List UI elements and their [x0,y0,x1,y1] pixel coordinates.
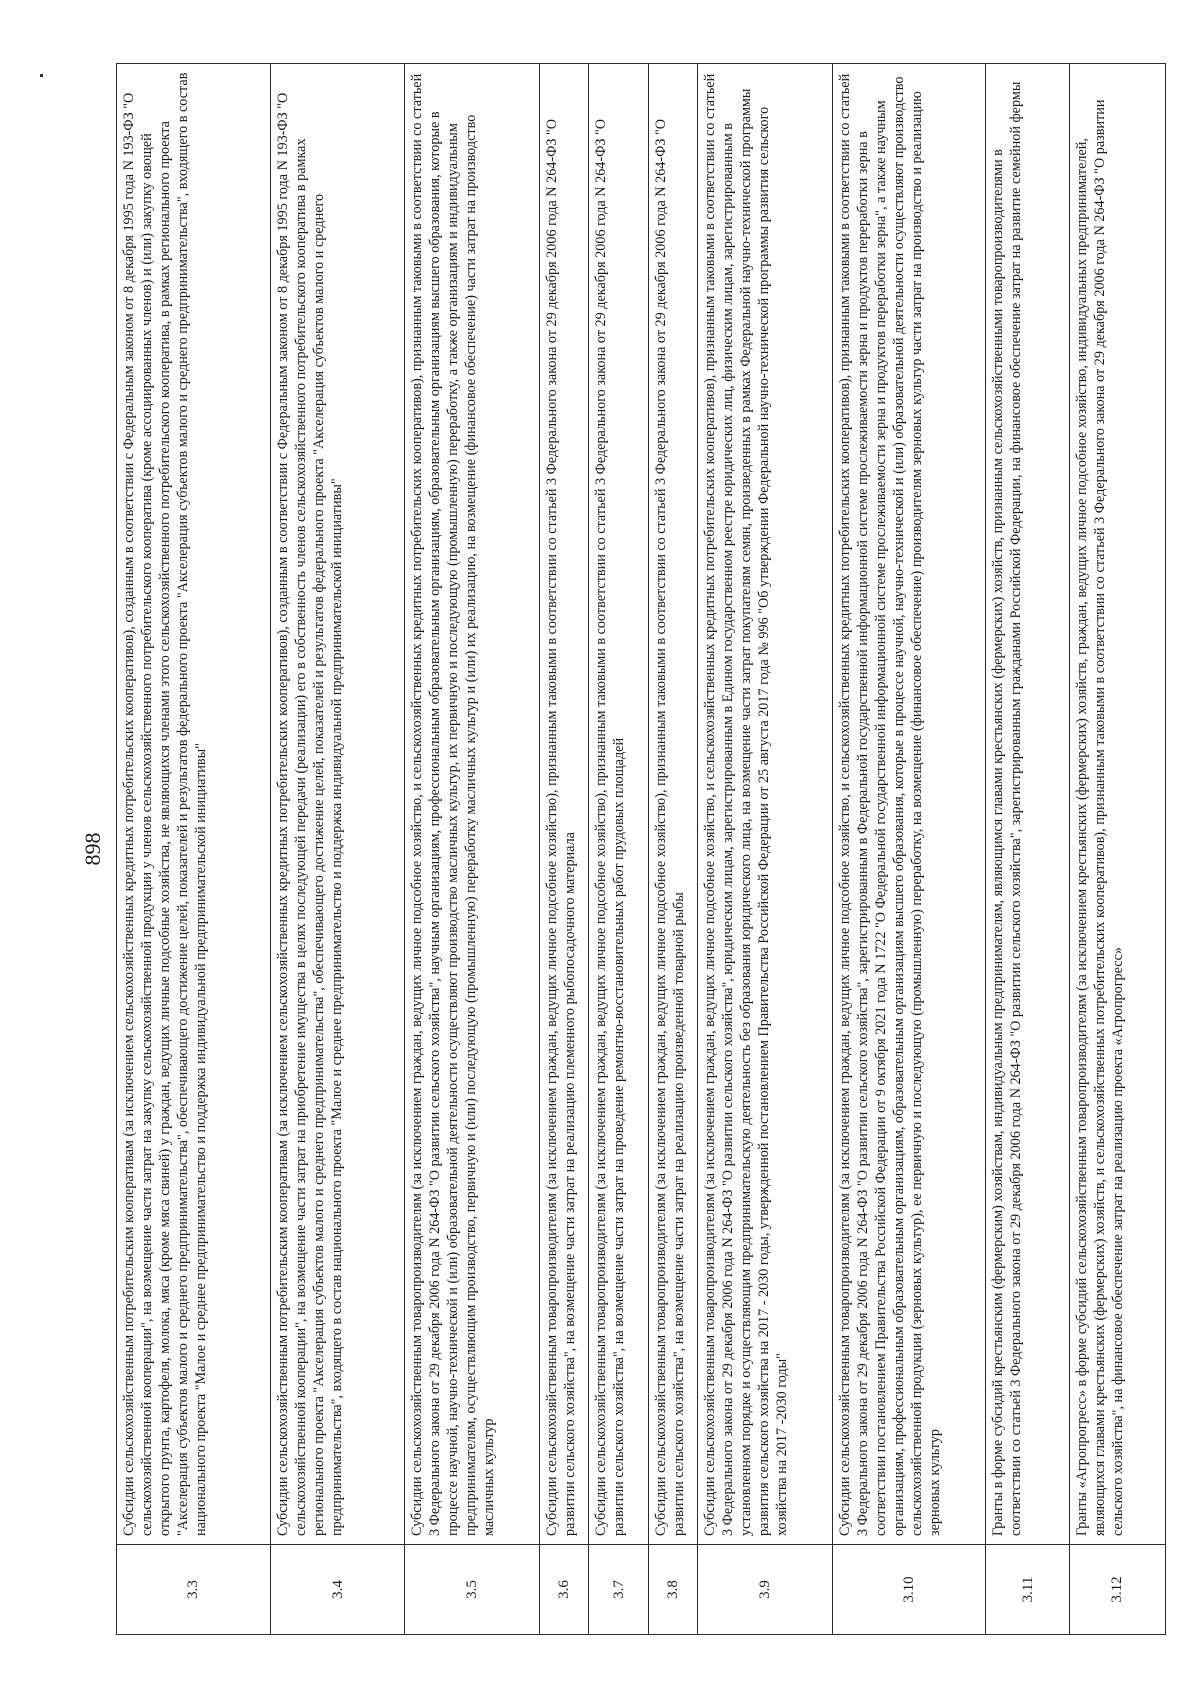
table-row [589,64,649,1635]
row-number: 3.9 [698,1545,833,1635]
row-number: 3.4 [270,1545,405,1635]
row-number: 3.12 [1069,1545,1165,1635]
row-description: Субсидии сельскохозяйственным товаропроизводителям (за исключением граждан, ведущих личное подсобное хозяйство, и сельскохозяйственных кредитных потребительских кооперативов), признанным таковыми в соответствии со статьей 3 Федерального закона от 29 декабря 2006 года N 264-ФЗ "О развитии сельского хозяйства", научным организациям, профессиональным образовательным организациям, образовательным организациям высшего образования, которые в процессе научной, научно-технической и (или) образовательной деятельности осуществляют производство масличных культур, их первичную и последующую (промышленную) переработку, а также организациям и индивидуальным предпринимателям, осуществляющим производство, первичную и (или) последующую (промышленную) переработку масличных культур и (или) их реализацию, на возмещение (финансовое обеспечение) части затрат на производство масличных культур [405,64,540,1545]
table-row [832,64,986,1635]
row-number: 3.5 [405,1545,540,1635]
row-number: 3.3 [117,1545,271,1635]
row-number: 3.7 [589,1545,649,1635]
table-row [1069,64,1165,1635]
row-number: 3.6 [540,1545,589,1635]
row-description: Гранты в форме субсидий крестьянским (фермерским) хозяйствам, индивидуальным предпринимателям, являющимся главами крестьянских (фермерских) хозяйств, признанным сельскохозяйственными товаропроизводителями в соответствии со статьей 3 Федерального закона от 29 декабря 2006 года N 264-ФЗ "О развитии сельского хозяйства", зарегистрированным гражданами Российской Федерации, на финансовое обеспечение затрат на развитие семейной фермы [986,64,1069,1545]
table-row [405,64,540,1635]
row-number: 3.11 [986,1545,1069,1635]
table-row [117,64,271,1635]
row-number: 3.8 [648,1545,697,1635]
row-description: Субсидии сельскохозяйственным товаропроизводителям (за исключением граждан, ведущих личное подсобное хозяйство), признанным таковыми в соответствии со статьей 3 Федерального закона от 29 декабря 2006 года N 264-ФЗ "О развитии сельского хозяйства", на возмещение части затрат на реализацию племенного рыбопосадочного материала [540,64,589,1545]
row-description: Субсидии сельскохозяйственным товаропроизводителям (за исключением граждан, ведущих личное подсобное хозяйство), признанным таковыми в соответствии со статьей 3 Федерального закона от 29 декабря 2006 года N 264-ФЗ "О развитии сельского хозяйства", на возмещение части затрат на реализацию произведенной товарной рыбы [648,64,697,1545]
row-description: Субсидии сельскохозяйственным потребительским кооперативам (за исключением сельскохозяйственных кредитных потребительских кооперативов), созданным в соответствии с Федеральным законом от 8 декабря 1995 года N 193-ФЗ "О сельскохозяйственной кооперации", на возмещение части затрат на приобретение имущества в целях последующей передачи (реализации) его в собственность членов сельскохозяйственного потребительского кооператива в рамках регионального проекта "Акселерация субъектов малого и среднего предпринимательства", обеспечивающего достижение целей, показателей и результатов федерального проекта "Акселерация субъектов малого и среднего предпринимательства", входящего в состав национального проекта "Малое и среднее предпринимательство и поддержка индивидуальной предпринимательской инициативы" [270,64,405,1545]
subsidy-table [116,63,1166,1635]
row-number: 3.10 [832,1545,986,1635]
table-row [648,64,697,1635]
scan-speck [40,74,43,77]
row-description: Гранты «Агропрогресс» в форме субсидий сельскохозяйственным товаропроизводителям (за исключением крестьянских (фермерских) хозяйств, граждан, ведущих личное подсобное хозяйство, индивидуальных предпринимателей, являющихся главами крестьянских (фермерских) хозяйств, и сельскохозяйственных потребительских кооперативов), признанным таковыми в соответствии со статьей 3 Федерального закона от 29 декабря 2006 года N 264-ФЗ "О развитии сельского хозяйства", на финансовое обеспечение затрат на реализацию проекта «Агропрогресс» [1069,64,1165,1545]
table-row [540,64,589,1635]
table-row [698,64,833,1635]
table-row [270,64,405,1635]
row-description: Субсидии сельскохозяйственным товаропроизводителям (за исключением граждан, ведущих личное подсобное хозяйство, и сельскохозяйственных кредитных потребительских кооперативов), признанным таковыми в соответствии со статьей 3 Федерального закона от 29 декабря 2006 года N 264-ФЗ "О развитии сельского хозяйства", юридическим лицам, зарегистрированным в Едином государственном реестре юридических лиц, физическим лицам, зарегистрированным в установленном порядке и осуществляющим предпринимательскую деятельность без образования юридического лица, на возмещение части затрат покупателям семян, произведенных в рамках Федеральной научно-технической программы развития сельского хозяйства на 2017 - 2030 годы, утвержденной постановлением Правительства Российской Федерации от 25 августа 2017 года № 996 "Об утверждении Федеральной научно-технической программы развития сельского хозяйства на 2017 -2030 годы" [698,64,833,1545]
row-description: Субсидии сельскохозяйственным товаропроизводителям (за исключением граждан, ведущих личное подсобное хозяйство, и сельскохозяйственных кредитных потребительских кооперативов), признанным таковыми в соответствии со статьей 3 Федерального закона от 29 декабря 2006 года N 264-ФЗ "О развитии сельского хозяйства", зарегистрированным в Федеральной государственной информационной системе прослеживаемости зерна и продуктов переработки зерна в соответствии постановлением Правительства Российской Федерации от 9 октября 2021 года N 1722 "О Федеральной государственной информационной системе прослеживаемости зерна и продуктов переработки зерна", а также научным организациям, профессиональным образовательным организациям, образовательным организациям высшего образования, которые в процессе научной, научно-технической и (или) образовательной деятельности осуществляют производство сельскохозяйственной продукции (зерновых культур), ее первичную и последующую (промышленную) переработку, на возмещение (финансовое обеспечение) производителям зерновых культур части затрат на производство и реализацию зерновых культур [832,64,986,1545]
table-row [986,64,1069,1635]
row-description: Субсидии сельскохозяйственным товаропроизводителям (за исключением граждан, ведущих личное подсобное хозяйство), признанным таковыми в соответствии со статьей 3 Федерального закона от 29 декабря 2006 года N 264-ФЗ "О развитии сельского хозяйства", на возмещение части затрат на проведение ремонтно-восстановительных работ прудовых площадей [589,64,649,1545]
row-description: Субсидии сельскохозяйственным потребительским кооперативам (за исключением сельскохозяйственных кредитных потребительских кооперативов), созданным в соответствии с Федеральным законом от 8 декабря 1995 года N 193-ФЗ "О сельскохозяйственной кооперации", на возмещение части затрат на закупку сельскохозяйственной продукции у членов сельскохозяйственного потребительского кооператива (кроме ассоциированных членов) и (или) закупку овощей открытого грунта, картофеля, молока, мяса (кроме мяса свиней) у граждан, ведущих личные подсобные хозяйства, не являющихся членами этого сельскохозяйственного потребительского кооператива, в рамках регионального проекта "Акселерация субъектов малого и среднего предпринимательства", обеспечивающего достижение целей, показателей и результатов федерального проекта "Акселерация субъектов малого и среднего предпринимательства", входящего в состав национального проекта "Малое и среднее предпринимательство и поддержка индивидуальной предпринимательской инициативы" [117,64,271,1545]
page-number: 898 [80,832,105,866]
